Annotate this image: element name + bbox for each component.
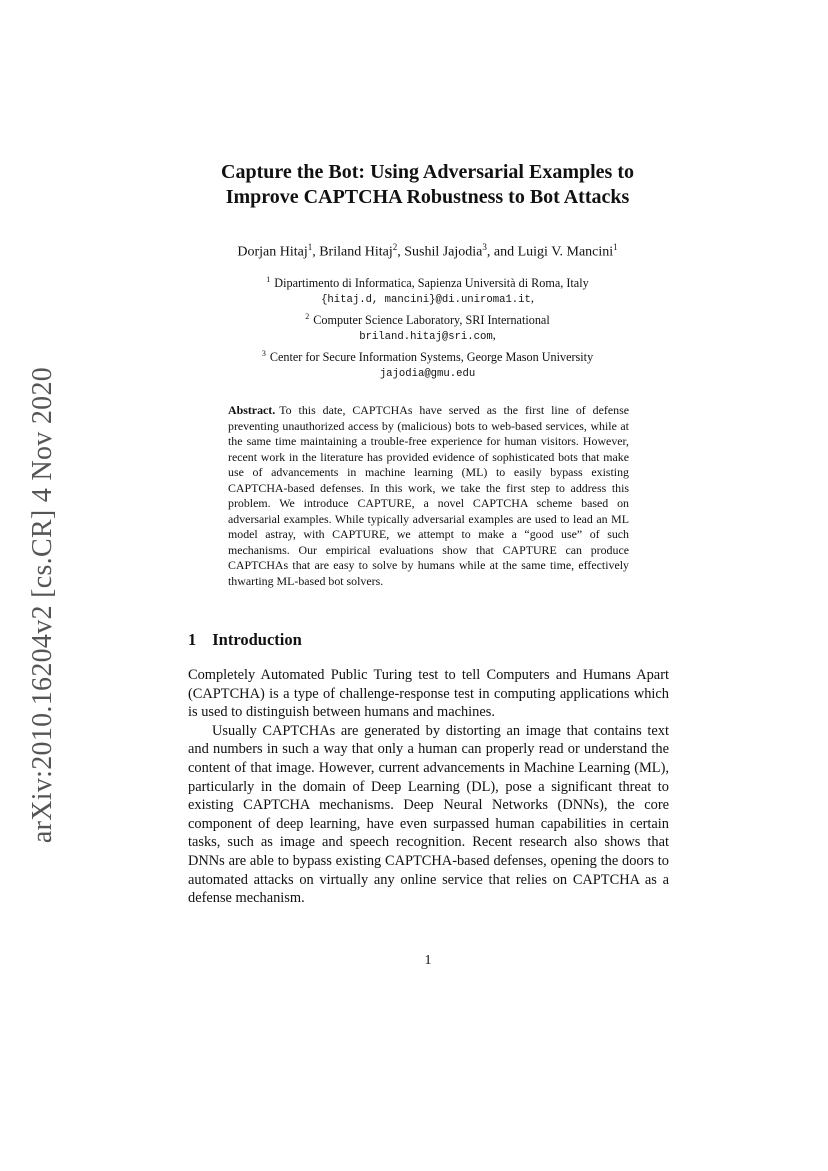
arxiv-id-text: arXiv:2010.16204v2 [cs.CR] 4 Nov 2020 bbox=[27, 366, 58, 844]
author-separator: , and bbox=[486, 244, 518, 260]
affil-mark: 1 bbox=[266, 275, 271, 284]
author-name: Sushil Jajodia bbox=[404, 244, 483, 260]
affil-email: jajodia@gmu.edu bbox=[379, 368, 476, 381]
page-number: 1 bbox=[424, 953, 432, 968]
paragraph: Usually CAPTCHAs are generated by distorting an image that contains text and numbers in such a way that only a human can properly read or understand the content of that image. However, current advancements in Machine Learning (ML), particularly in the domain of Deep Learning (DL), pose a significant threat to existing CAPTCHA mechanisms. Deep Neural Networks (DNNs), the core component of deep learning, have even surpassed human capabilities in certain tasks, such as image and speech recognition. Recent research also shows that DNNs are able to bypass existing CAPTCHA-based defenses, opening the doors to automated attacks on virtually any online service that relies on CAPTCHA as a defense mechanism. bbox=[188, 722, 669, 907]
body-text bbox=[188, 666, 669, 908]
affil-email: briland.hitaj@sri.com bbox=[359, 331, 493, 344]
email-separator: , bbox=[530, 291, 534, 306]
affil-mark: 3 bbox=[261, 348, 266, 358]
affil-text: Center for Secure Information Systems, George Mason University bbox=[269, 349, 594, 364]
affiliation-3 bbox=[150, 346, 705, 365]
author-separator: , bbox=[397, 244, 405, 260]
affil-email: {hitaj.d, mancini}@di.uniroma1.it bbox=[321, 294, 531, 307]
affil-text: Dipartimento di Informatica, Sapienza Università di Roma, Italy bbox=[274, 276, 589, 291]
author-affil-mark: 1 bbox=[307, 242, 313, 252]
affiliation-1-email-line bbox=[150, 291, 705, 308]
title-line-2: Improve CAPTCHA Robustness to Bot Attacks bbox=[225, 186, 630, 208]
author-name: Luigi V. Mancini bbox=[517, 244, 614, 260]
affiliations bbox=[150, 272, 705, 383]
abstract-label: Abstract. bbox=[228, 403, 276, 417]
author-separator: , bbox=[312, 244, 320, 260]
affil-text: Computer Science Laboratory, SRI International bbox=[313, 312, 550, 327]
email-separator: , bbox=[492, 328, 496, 343]
affiliation-2-email-line bbox=[150, 328, 705, 345]
affiliation-2 bbox=[150, 309, 705, 328]
arxiv-side-identifier bbox=[18, 365, 68, 845]
author-affil-mark: 3 bbox=[482, 242, 487, 252]
affil-mark: 2 bbox=[305, 311, 310, 321]
author-name: Dorjan Hitaj bbox=[237, 244, 308, 260]
paragraph: Completely Automated Public Turing test to tell Computers and Humans Apart (CAPTCHA) is a type of challenge-response test in computing applications which is used to distinguish between humans and machines. bbox=[188, 667, 669, 721]
abstract-text: To this date, CAPTCHAs have served as the first line of defense preventing unauthorized access by (malicious) bots to web-based services, while at the same time maintaining a trouble-free experience for human visitors. However, recent work in the literature has provided evidence of sophisticated bots that make use of advancements in machine learning (ML) to easily bypass existing CAPTCHA-based defenses. In this work, we take the first step to address this problem. We introduce CAPTURE, a novel CAPTCHA scheme based on adversarial examples. While typically adversarial examples are used to lead an ML model astray, with CAPTURE, we attempt to make a “good use” of such mechanisms. Our empirical evaluations show that CAPTURE can produce CAPTCHAs that are easy to solve by humans while at the same time, effectively thwarting ML-based bot solvers. bbox=[228, 403, 629, 588]
affiliation-3-email-line bbox=[150, 365, 705, 382]
title-line-1: Capture the Bot: Using Adversarial Examples to bbox=[221, 161, 634, 183]
affiliation-1 bbox=[150, 272, 705, 291]
author-affil-mark: 2 bbox=[392, 242, 398, 252]
author-affil-mark: 1 bbox=[613, 242, 618, 252]
paper-title bbox=[150, 160, 705, 210]
section-number: 1 bbox=[188, 630, 197, 649]
section-title: Introduction bbox=[212, 630, 302, 649]
author-list bbox=[150, 238, 705, 262]
section-heading bbox=[188, 630, 302, 650]
abstract bbox=[228, 403, 629, 589]
author-name: Briland Hitaj bbox=[319, 244, 393, 260]
